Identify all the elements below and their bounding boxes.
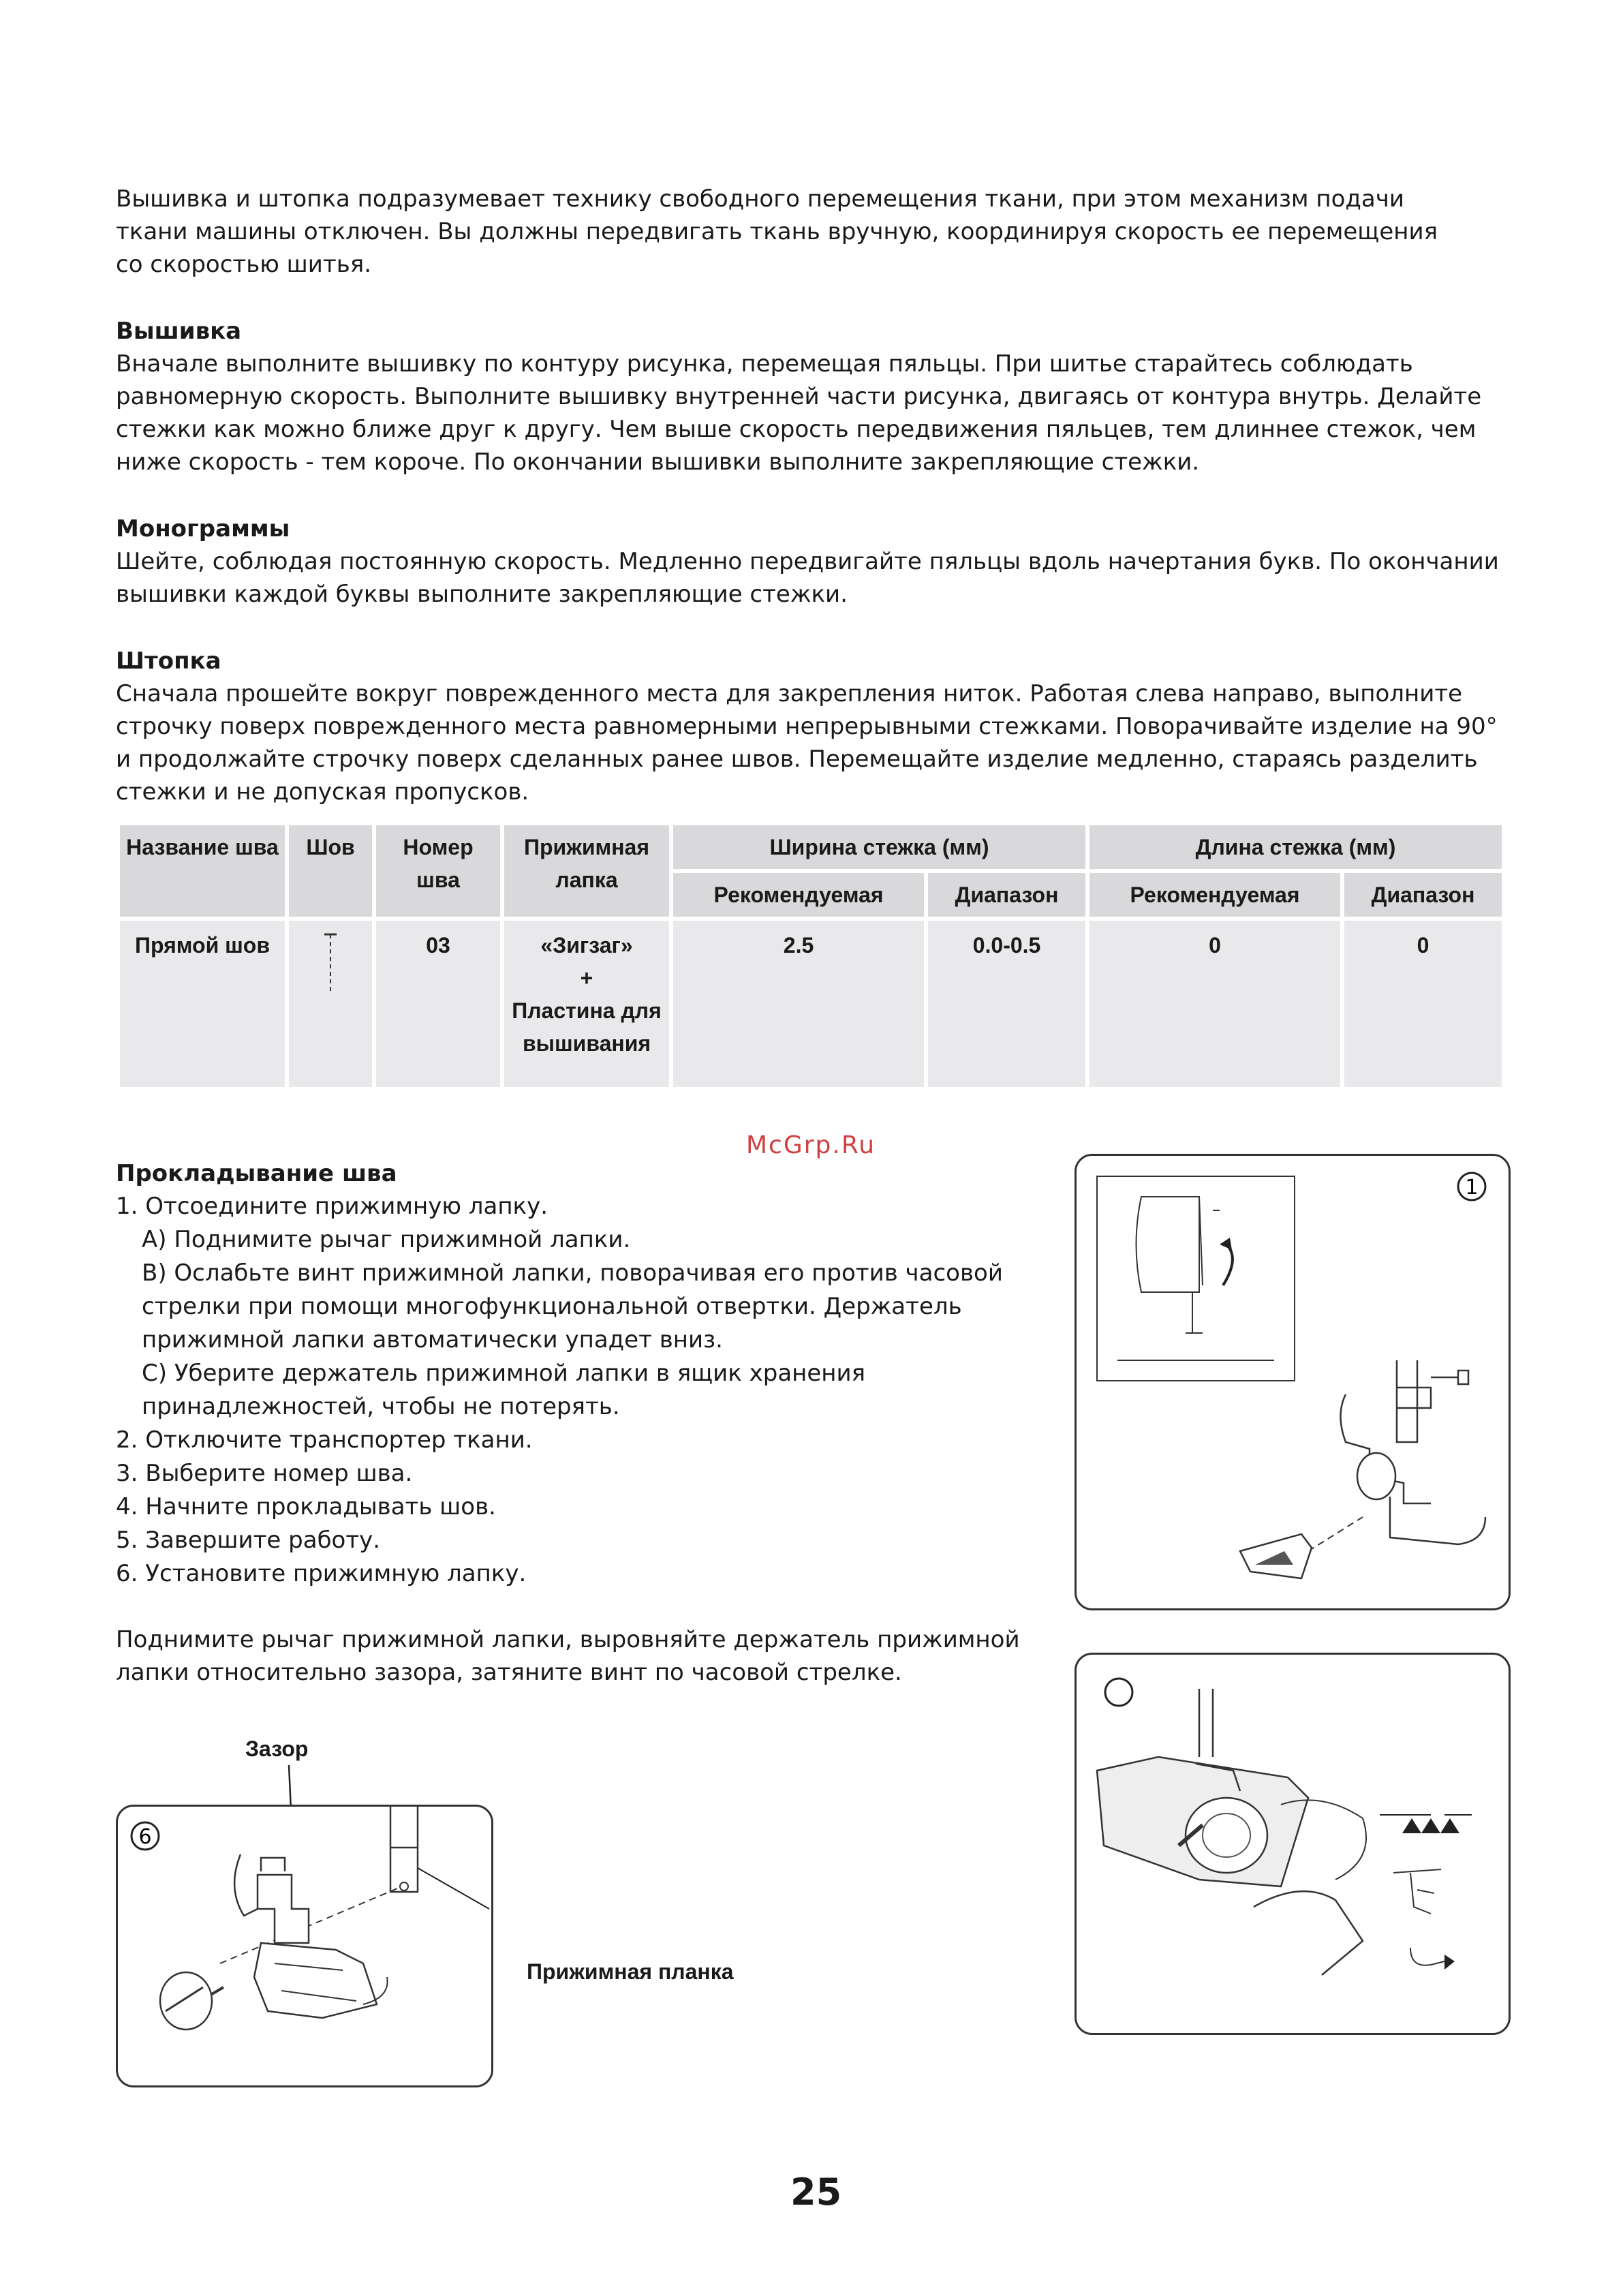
foot-name: «Зигзаг» (540, 933, 633, 958)
header-length: Длина стежка (мм) (1089, 825, 1502, 869)
header-width-recommended: Рекомендуемая (673, 873, 924, 917)
header-name: Название шва (120, 825, 285, 917)
cell-number: 03 (376, 921, 500, 1087)
foot-plus: + (580, 966, 593, 990)
foot-plate: Пластина для вышивания (512, 998, 662, 1056)
darning-text: Сначала прошейте вокруг поврежденного места для закрепления ниток. Работая слева направо, выполните строчку поверх поврежденного места равномерными непрерывными стежками. Поворачивайте изделие на 90° и продолжайте строчку поверх сделанных ранее швов. Перемещайте изделие медленно, стараясь разделить стежки и не допуская пропусков. (116, 680, 1498, 806)
bar-label: Прижимная планка (527, 1959, 734, 1984)
fig6-label: 6 (138, 1825, 152, 1849)
figure-feed-dog (1075, 1653, 1511, 2035)
header-length-recommended: Рекомендуемая (1089, 873, 1340, 917)
step-1a: A) Поднимите рычаг прижимной лапки. (142, 1226, 631, 1253)
step-6: 6. Установите прижимную лапку. (116, 1560, 527, 1587)
stitch-settings-table (116, 821, 1506, 1091)
seam-steps (116, 1190, 1036, 1591)
page-number: 25 (790, 2171, 842, 2214)
embroidery-heading: Вышивка (116, 318, 242, 345)
watermark: McGrp.Ru (746, 1131, 876, 1159)
monograms-text: Шейте, соблюдая постоянную скорость. Медленно передвигайте пяльцы вдоль начертания букв. По окончании вышивки каждой буквы выполните закрепляющие стежки. (116, 548, 1499, 608)
cell-width-range: 0.0-0.5 (928, 921, 1085, 1087)
step-1c: C) Уберите держатель прижимной лапки в ящик хранения принадлежностей, чтобы не потерять. (142, 1360, 866, 1420)
header-stitch: Шов (289, 825, 372, 917)
step-3: 3. Выберите номер шва. (116, 1460, 413, 1487)
header-foot: Прижимная лапка (504, 825, 669, 917)
presser-foot-removal-illustration (1077, 1156, 1509, 1608)
seam-note: Поднимите рычаг прижимной лапки, выровняйте держатель прижимной лапки относительно зазора, затяните винт по часовой стрелке. (116, 1626, 1020, 1686)
step-5: 5. Завершите работу. (116, 1527, 381, 1554)
cell-width-recommended: 2.5 (673, 921, 924, 1087)
header-width: Ширина стежка (мм) (673, 825, 1085, 869)
figure-attach-foot (116, 1805, 493, 2087)
table-row (120, 921, 1502, 1087)
gap-label: Зазор (245, 1736, 309, 1761)
cell-length-range: 0 (1344, 921, 1502, 1087)
step-2: 2. Отключите транспортер ткани. (116, 1426, 533, 1454)
cell-length-recommended: 0 (1089, 921, 1340, 1087)
cell-foot (504, 921, 669, 1087)
fig1-label: 1 (1465, 1176, 1479, 1199)
header-length-range: Диапазон (1344, 873, 1502, 917)
cell-stitch (289, 921, 372, 1087)
feed-dog-illustration (1077, 1655, 1509, 2033)
darning-heading: Штопка (116, 647, 221, 675)
seam-heading: Прокладывание шва (116, 1160, 397, 1187)
straight-stitch-icon (320, 929, 341, 997)
embroidery-text: Вначале выполните вышивку по контуру рисунка, перемещая пяльцы. При шитье старайтесь соблюдать равномерную скорость. Выполните вышивку внутренней части рисунка, двигаясь от контура внутрь. Делайте стежки как можно ближе друг к другу. Чем выше скорость передвижения пяльцев, тем длиннее стежок, чем ниже скорость - тем короче. По окончании вышивки выполните закрепляющие стежки. (116, 350, 1482, 476)
header-number: Номер шва (376, 825, 500, 917)
header-width-range: Диапазон (928, 873, 1085, 917)
step-1: 1. Отсоедините прижимную лапку. (116, 1193, 548, 1220)
step-4: 4. Начните прокладывать шов. (116, 1493, 496, 1520)
cell-name: Прямой шов (120, 921, 285, 1087)
monograms-heading: Монограммы (116, 515, 290, 542)
intro-text: Вышивка и штопка подразумевает технику свободного перемещения ткани, при этом механизм подачи ткани машины отключен. Вы должны передвигать ткань вручную, координируя скорость ее перемещения со скоростью шитья. (116, 185, 1438, 278)
step-1b: B) Ослабьте винт прижимной лапки, поворачивая его против часовой стрелки при помощи многофункциональной отвертки. Держатель прижимной лапки автоматически упадет вниз. (142, 1259, 1003, 1353)
presser-foot-attach-illustration (118, 1807, 491, 2085)
figure-remove-foot (1075, 1154, 1511, 1610)
